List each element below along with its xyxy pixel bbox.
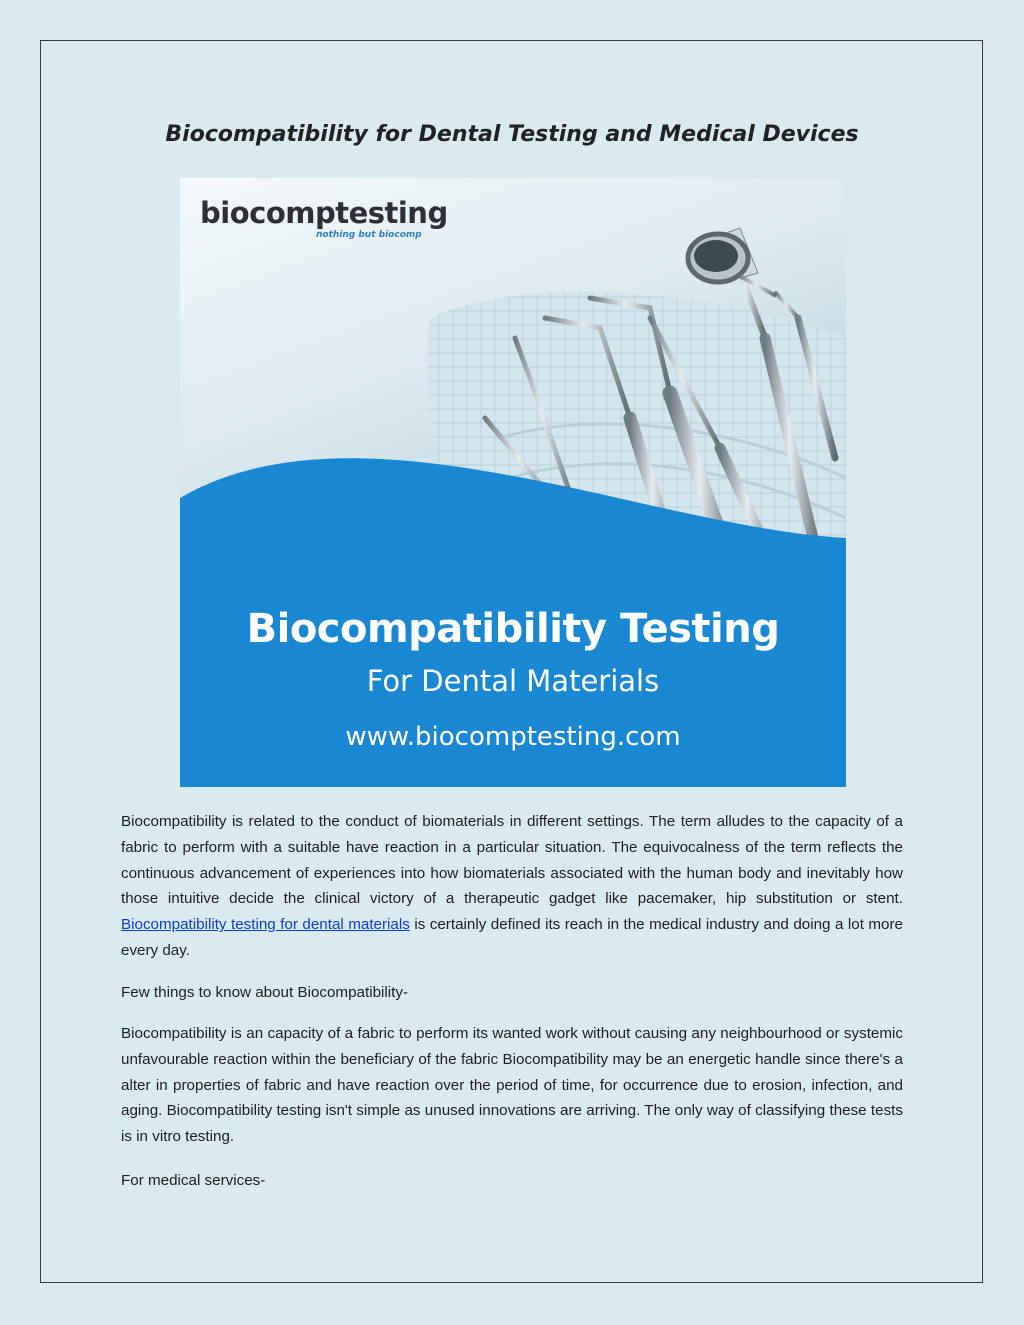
document-title: Biocompatibility for Dental Testing and Medical Devices <box>165 122 859 147</box>
paragraph-intro <box>121 809 903 964</box>
dental-materials-link[interactable]: Biocompatibility testing for dental materials <box>121 916 410 934</box>
paragraph-definition: Biocompatibility is an capacity of a fabric to perform its wanted work without causing any neighbourhood or systemic unfavourable reaction within the beneficiary of the fabric Biocompatibility may be an energetic handle since there's a alter in properties of fabric and have reaction over the period of time, for occurrence due to erosion, infection, and aging. Biocompatibility testing isn't simple as unused innovations are arriving. The only way of classifying these tests is in vitro testing. <box>121 1025 903 1146</box>
hero-url: www.biocomptesting.com <box>345 722 681 752</box>
brand-logo <box>200 196 448 240</box>
hero-subheading: For Dental Materials <box>366 664 660 698</box>
paragraph-medical-services: For medical services- <box>121 1172 266 1189</box>
paragraph-intro-text: Biocompatibility is related to the conduct of biomaterials in different settings. The term alludes to the capacity of a fabric to perform with a suitable have reaction in a particular situation. The equivocalness of the term reflects the continuous advancement of experiences into how biomaterials associated with the human body and inevitably how those intuitive decide the clinical victory of a therapeutic gadget like pacemaker, hip substitution or stent. <box>121 813 903 908</box>
hero-image <box>180 178 846 787</box>
paragraph-few-things: Few things to know about Biocompatibility- <box>121 984 409 1001</box>
paragraph-intro-tail: is certainly defined its reach in the medical industry and doing a lot more every day. <box>121 916 903 959</box>
hero-heading: Biocompatibility Testing <box>246 606 780 652</box>
logo-tagline: nothing but biocomp <box>316 230 422 240</box>
logo-text: biocomptesting <box>200 196 448 230</box>
